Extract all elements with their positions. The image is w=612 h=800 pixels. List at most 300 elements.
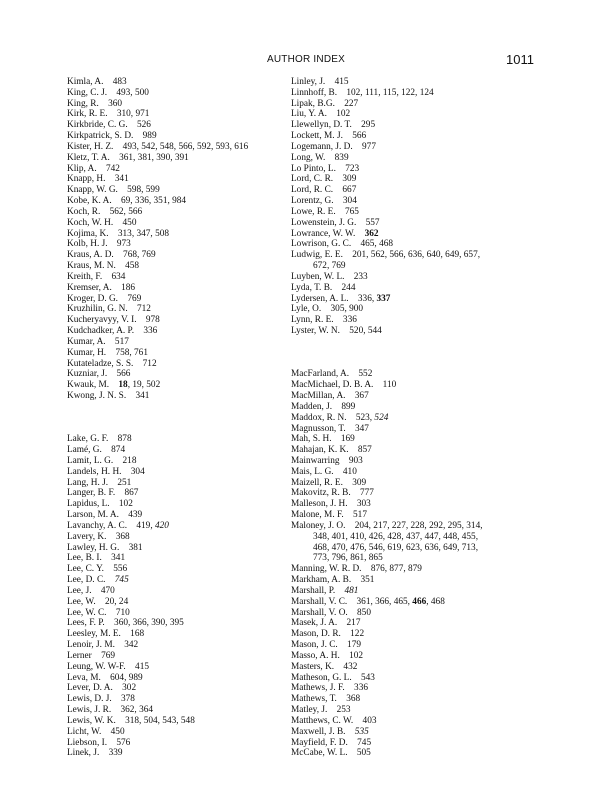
index-entry bbox=[67, 748, 303, 759]
page-ref-italic: 524 bbox=[374, 412, 389, 423]
page-ref: 557 bbox=[365, 217, 380, 228]
index-entry bbox=[67, 348, 303, 359]
page-references bbox=[123, 250, 156, 260]
index-entry bbox=[291, 283, 541, 294]
index-entry bbox=[291, 424, 541, 435]
index-entry bbox=[291, 272, 541, 283]
author-name: Mason, D. R. bbox=[291, 629, 341, 640]
page-ref: 468, 470, 476, 546, 619, 623, 636, 649, 713, bbox=[313, 542, 479, 553]
page-ref: 186 bbox=[121, 282, 136, 293]
section-gap bbox=[67, 402, 303, 413]
index-entry bbox=[291, 207, 541, 218]
index-entry bbox=[67, 359, 303, 370]
index-entry bbox=[67, 434, 303, 445]
author-name: Kwauk, M. bbox=[67, 380, 110, 391]
page-references bbox=[346, 694, 360, 704]
page-ref: 233 bbox=[353, 271, 368, 282]
page-references bbox=[360, 575, 374, 585]
index-entry bbox=[291, 694, 541, 705]
page-ref: 368 bbox=[115, 531, 130, 542]
page-references bbox=[117, 239, 131, 249]
section-gap bbox=[291, 337, 541, 348]
index-entry bbox=[291, 705, 541, 716]
page-ref: 415 bbox=[334, 77, 349, 87]
author-name: Madden, J. bbox=[291, 401, 333, 412]
page-ref: 102, 111, 115, 122, 124 bbox=[346, 87, 434, 98]
author-name: Lamé, G. bbox=[67, 445, 102, 456]
page-ref: 634 bbox=[111, 271, 126, 282]
page-references bbox=[111, 445, 125, 455]
page-references bbox=[135, 391, 149, 401]
index-column-right bbox=[291, 77, 541, 759]
page-ref: 566 bbox=[352, 131, 367, 142]
page-ref: 667 bbox=[342, 185, 357, 196]
page-ref: 69, 336, 351, 984 bbox=[120, 196, 187, 207]
page-ref: 342 bbox=[124, 640, 139, 651]
author-name: Lawley, H. G. bbox=[67, 542, 120, 553]
page-ref: 712 bbox=[142, 358, 157, 369]
page-references bbox=[350, 629, 364, 639]
index-entry bbox=[291, 499, 541, 510]
page-ref: 903 bbox=[348, 455, 363, 466]
index-entry bbox=[291, 662, 541, 673]
page-ref: 576 bbox=[116, 737, 131, 748]
author-name: Lee, J. bbox=[67, 585, 92, 596]
index-entry bbox=[67, 521, 303, 532]
index-entry bbox=[291, 229, 541, 240]
page-ref: 295 bbox=[361, 120, 376, 131]
page-references bbox=[116, 608, 130, 618]
index-entry bbox=[291, 445, 541, 456]
author-name: Lord, C. R. bbox=[291, 174, 334, 185]
page-ref: 450 bbox=[110, 726, 125, 737]
page-ref: 336 bbox=[342, 315, 357, 326]
index-entry bbox=[67, 705, 303, 716]
author-name: Kruzhilin, G. N. bbox=[67, 304, 128, 315]
author-name: Kucheryavyy, V. I. bbox=[67, 315, 137, 326]
page-ref: 305, 900 bbox=[330, 304, 364, 315]
page-references bbox=[335, 77, 349, 87]
author-name: McCabe, W. L. bbox=[291, 748, 348, 759]
index-entry bbox=[67, 564, 303, 575]
page-ref: 360, 366, 390, 395 bbox=[114, 618, 184, 629]
index-entry bbox=[67, 694, 303, 705]
page-references bbox=[111, 553, 125, 563]
author-name: Kudchadker, A. P. bbox=[67, 326, 135, 337]
page-references bbox=[118, 380, 160, 390]
page-ref: 304 bbox=[342, 196, 357, 207]
author-name: Lo Pinto, L. bbox=[291, 163, 336, 174]
page-references bbox=[121, 283, 135, 293]
author-name: Lockett, M. J. bbox=[291, 131, 343, 142]
index-entry bbox=[67, 337, 303, 348]
page-ref: 341 bbox=[135, 391, 150, 402]
page-ref: 309 bbox=[342, 174, 357, 185]
author-name: Landels, H. H. bbox=[67, 466, 122, 477]
index-entry bbox=[291, 77, 541, 88]
page-references bbox=[349, 456, 363, 466]
page-references bbox=[313, 532, 478, 542]
page-references bbox=[352, 478, 366, 488]
page-references bbox=[313, 543, 478, 553]
page-ref: 432 bbox=[343, 661, 358, 672]
page-references bbox=[105, 597, 128, 607]
index-entry bbox=[291, 586, 541, 597]
page-references bbox=[131, 467, 145, 477]
page-ref: 769 bbox=[127, 293, 142, 304]
page-references bbox=[341, 402, 355, 412]
page-references bbox=[106, 164, 120, 174]
index-entry bbox=[67, 250, 303, 261]
page-references bbox=[357, 597, 445, 607]
page-references bbox=[115, 348, 148, 358]
page-ref: 899 bbox=[341, 401, 356, 412]
index-entry bbox=[291, 218, 541, 229]
page-references bbox=[313, 553, 383, 563]
index-entry bbox=[291, 434, 541, 445]
page-ref: 604, 989 bbox=[110, 672, 143, 683]
page-ref: 857 bbox=[357, 445, 372, 456]
page-references bbox=[344, 99, 358, 109]
index-entry bbox=[291, 748, 541, 759]
section-gap bbox=[67, 424, 303, 435]
page-references bbox=[335, 153, 349, 163]
author-name: Marshall, V. C. bbox=[291, 596, 348, 607]
page-ref: 483 bbox=[112, 77, 127, 87]
author-name: Licht, W. bbox=[67, 726, 102, 737]
author-name: Lowenstein, J. G. bbox=[291, 217, 357, 228]
index-entry bbox=[67, 445, 303, 456]
page-references bbox=[124, 640, 138, 650]
page-ref: , 19, 502 bbox=[127, 380, 161, 391]
author-name: Maloney, J. O. bbox=[291, 520, 346, 531]
page-references bbox=[352, 131, 366, 141]
author-name: MacFarland, A. bbox=[291, 369, 350, 380]
page-references bbox=[143, 326, 157, 336]
index-entry bbox=[67, 315, 303, 326]
page-references bbox=[355, 521, 483, 531]
index-entry bbox=[67, 543, 303, 554]
page-ref: 493, 500 bbox=[116, 87, 149, 98]
author-name: Leva, M. bbox=[67, 672, 101, 683]
index-entry bbox=[67, 618, 303, 629]
page-references bbox=[127, 185, 160, 195]
author-name: Lipak, B.G. bbox=[291, 98, 335, 109]
page-ref: 310, 971 bbox=[116, 109, 150, 120]
page-ref: 318, 504, 543, 548 bbox=[125, 715, 195, 726]
index-entry bbox=[291, 597, 541, 608]
author-name: Lowe, R. E. bbox=[291, 206, 336, 217]
page-ref: 168 bbox=[130, 629, 145, 640]
page-ref: 742 bbox=[106, 163, 120, 174]
page-ref: 758, 761 bbox=[115, 347, 148, 358]
page-ref: 493, 542, 548, 566, 592, 593, 616 bbox=[122, 141, 249, 152]
author-name: Lydersen, A. L. bbox=[291, 293, 349, 304]
page-ref: 878 bbox=[117, 434, 132, 445]
author-name: Matley, J. bbox=[291, 705, 328, 716]
index-entry bbox=[67, 629, 303, 640]
page-references bbox=[343, 315, 357, 325]
page-ref: 227 bbox=[344, 98, 359, 109]
page-references bbox=[117, 109, 150, 119]
page-references bbox=[121, 196, 186, 206]
author-name: Mayfield, F. D. bbox=[291, 737, 348, 748]
index-entry bbox=[67, 651, 303, 662]
page-references bbox=[358, 369, 372, 379]
page-references bbox=[354, 272, 368, 282]
page-ref: , 468 bbox=[426, 596, 445, 607]
page-references bbox=[342, 185, 356, 195]
page-references bbox=[366, 218, 380, 228]
index-entry bbox=[67, 174, 303, 185]
page-ref: 867 bbox=[124, 488, 139, 499]
page-references bbox=[360, 488, 374, 498]
author-name: Lavanchy, A. C. bbox=[67, 520, 128, 531]
page-references bbox=[127, 294, 141, 304]
page-ref: 526 bbox=[136, 120, 151, 131]
page-references bbox=[121, 694, 135, 704]
page-ref: 304 bbox=[130, 466, 145, 477]
index-entry bbox=[67, 380, 303, 391]
index-entry bbox=[67, 467, 303, 478]
page-references bbox=[117, 478, 131, 488]
index-entry bbox=[291, 413, 541, 424]
author-name: Mathews, T. bbox=[291, 694, 337, 705]
author-name: Magnusson, T. bbox=[291, 423, 346, 434]
page-ref: 336 bbox=[143, 326, 158, 337]
page-ref: 470 bbox=[100, 585, 115, 596]
index-entry bbox=[67, 109, 303, 120]
page-references bbox=[342, 283, 356, 293]
index-entry bbox=[67, 164, 303, 175]
page-ref: 723 bbox=[345, 163, 360, 174]
author-name: Koch, R. bbox=[67, 206, 101, 217]
author-name: Malleson, J. H. bbox=[291, 499, 348, 510]
index-entry bbox=[67, 456, 303, 467]
index-entry bbox=[291, 315, 541, 326]
author-name: Liu, Y. A. bbox=[291, 109, 327, 120]
page-ref: 517 bbox=[114, 336, 129, 347]
author-name: Leesley, M. E. bbox=[67, 629, 121, 640]
author-name: MacMichael, D. B. A. bbox=[291, 380, 374, 391]
page-references bbox=[116, 738, 130, 748]
index-entry bbox=[67, 738, 303, 749]
page-ref-italic: 535 bbox=[354, 726, 369, 737]
page-references bbox=[116, 88, 149, 98]
index-entry bbox=[67, 229, 303, 240]
author-name: Masek, J. A. bbox=[291, 618, 338, 629]
index-entry bbox=[291, 575, 541, 586]
author-name: Lorentz, G. bbox=[291, 196, 334, 207]
page-ref: 361, 381, 390, 391 bbox=[119, 152, 189, 163]
page-ref: 973 bbox=[116, 239, 131, 250]
author-name: Kister, H. Z. bbox=[67, 141, 114, 152]
section-gap bbox=[291, 359, 541, 370]
author-name: Kwong, J. N. S. bbox=[67, 391, 127, 402]
page-ref: 523, bbox=[355, 412, 375, 423]
page-references bbox=[358, 445, 372, 455]
page-ref: 517 bbox=[353, 510, 367, 521]
index-entry bbox=[67, 499, 303, 510]
page-references bbox=[108, 99, 122, 109]
page-references bbox=[115, 174, 129, 184]
index-entry bbox=[67, 99, 303, 110]
index-entry bbox=[291, 716, 541, 727]
page-ref: 218 bbox=[122, 455, 137, 466]
page-ref: 777 bbox=[359, 488, 374, 499]
author-name: Mahajan, K. K. bbox=[291, 445, 349, 456]
author-name: Lyle, O. bbox=[291, 304, 322, 315]
author-name: Kobe, K. A. bbox=[67, 196, 112, 207]
page-references bbox=[341, 434, 355, 444]
page-ref: 566 bbox=[116, 369, 131, 380]
author-name: Lever, D. A. bbox=[67, 683, 113, 694]
author-name: Lewis, D. J. bbox=[67, 694, 112, 705]
page-ref-bold: 18 bbox=[118, 380, 128, 391]
index-entry bbox=[67, 283, 303, 294]
page-header bbox=[0, 54, 612, 70]
page-references bbox=[355, 424, 369, 434]
index-entry bbox=[291, 120, 541, 131]
page-ref: 122 bbox=[350, 629, 365, 640]
page-ref: 773, 796, 861, 865 bbox=[313, 553, 383, 564]
page-references bbox=[115, 575, 129, 585]
page-ref: 204, 217, 227, 228, 292, 295, 314, bbox=[354, 520, 483, 531]
page-ref-bold: 337 bbox=[376, 293, 391, 304]
author-name: Maxwell, J. B. bbox=[291, 726, 346, 737]
index-entry bbox=[291, 402, 541, 413]
page-references bbox=[109, 748, 123, 758]
author-name: Maizell, R. E. bbox=[291, 477, 343, 488]
page-references bbox=[113, 77, 127, 87]
page-references bbox=[123, 142, 249, 152]
page-ref: 102 bbox=[336, 109, 351, 120]
page-ref: 102 bbox=[118, 499, 133, 510]
page-ref: 251 bbox=[117, 477, 132, 488]
author-name: Linley, J. bbox=[291, 77, 326, 87]
author-name: Mainwarring bbox=[291, 455, 340, 466]
index-entry bbox=[67, 478, 303, 489]
page-references bbox=[357, 499, 371, 509]
page-references bbox=[344, 586, 358, 596]
author-name: Kroger, D. G. bbox=[67, 293, 119, 304]
page-references bbox=[116, 532, 130, 542]
index-entry bbox=[67, 294, 303, 305]
index-entry bbox=[291, 738, 541, 749]
index-entry bbox=[67, 662, 303, 673]
index-entry bbox=[67, 239, 303, 250]
page-ref: 381 bbox=[128, 542, 143, 553]
author-name: Larson, M. A. bbox=[67, 510, 119, 521]
page-references bbox=[363, 716, 377, 726]
index-entry bbox=[67, 185, 303, 196]
page-ref: 410 bbox=[342, 466, 357, 477]
page-references bbox=[352, 250, 480, 260]
index-entry bbox=[291, 153, 541, 164]
page-ref: 876, 877, 879 bbox=[370, 564, 422, 575]
author-name: Liebson, I. bbox=[67, 737, 108, 748]
page-references bbox=[356, 413, 389, 423]
page-references bbox=[336, 109, 350, 119]
index-entry bbox=[67, 369, 303, 380]
page-ref: 710 bbox=[115, 607, 130, 618]
page-ref: 850 bbox=[357, 607, 371, 618]
author-name: Lee, C. Y. bbox=[67, 564, 104, 575]
index-entry bbox=[67, 261, 303, 272]
author-name: Kletz, T. A. bbox=[67, 152, 110, 163]
page-references bbox=[353, 510, 367, 520]
index-entry bbox=[67, 532, 303, 543]
author-name: Maddox, R. N. bbox=[291, 412, 347, 423]
page-references bbox=[143, 131, 157, 141]
author-name: Kumar, H. bbox=[67, 347, 107, 358]
page-references bbox=[313, 261, 346, 271]
author-name: Masso, A. H. bbox=[291, 650, 340, 661]
author-name: Lee, D. C. bbox=[67, 575, 106, 586]
author-name: Makovitz, R. B. bbox=[291, 488, 351, 499]
author-name: Lynn, R. E. bbox=[291, 315, 334, 326]
index-entry bbox=[291, 380, 541, 391]
author-name: Lyda, T. B. bbox=[291, 282, 333, 293]
page-ref: 341 bbox=[111, 553, 126, 564]
index-column-left bbox=[67, 77, 303, 759]
page-ref: 20, 24 bbox=[104, 596, 129, 607]
author-name: Marshall, V. O. bbox=[291, 607, 348, 618]
index-entry bbox=[291, 391, 541, 402]
page-ref: 552 bbox=[358, 369, 373, 380]
page-ref: 367 bbox=[354, 391, 369, 402]
index-entry bbox=[291, 488, 541, 499]
page-references bbox=[347, 618, 361, 628]
author-name: Lapidus, L. bbox=[67, 499, 110, 510]
index-entry bbox=[67, 553, 303, 564]
page-ref: 244 bbox=[341, 282, 356, 293]
index-entry bbox=[291, 109, 541, 120]
page-references bbox=[128, 510, 142, 520]
page-references bbox=[354, 683, 368, 693]
index-entry bbox=[67, 120, 303, 131]
page-references bbox=[137, 120, 151, 130]
index-entry bbox=[67, 608, 303, 619]
page-references bbox=[135, 662, 149, 672]
page-ref: 978 bbox=[145, 315, 160, 326]
page-ref: 368 bbox=[346, 694, 361, 705]
author-name: Masters, K. bbox=[291, 661, 335, 672]
page-references bbox=[113, 564, 127, 574]
page-ref: 839 bbox=[334, 152, 349, 163]
index-entry bbox=[291, 608, 541, 619]
author-name: Lee, W. bbox=[67, 596, 96, 607]
page-ref: 439 bbox=[128, 510, 143, 521]
index-entry bbox=[291, 131, 541, 142]
page-ref: 336, bbox=[357, 293, 377, 304]
running-head-title: AUTHOR INDEX bbox=[267, 54, 345, 65]
page-ref: 378 bbox=[120, 694, 135, 705]
page-ref: 303 bbox=[356, 499, 371, 510]
author-name: Lowrance, W. W. bbox=[291, 228, 356, 239]
author-name: Kojima, K. bbox=[67, 228, 109, 239]
index-entry bbox=[291, 564, 541, 575]
index-entry bbox=[291, 651, 541, 662]
author-name: Lang, H. J. bbox=[67, 477, 109, 488]
index-entry bbox=[67, 304, 303, 315]
index-entry bbox=[291, 510, 541, 521]
page-references bbox=[345, 207, 359, 217]
page-ref: 169 bbox=[340, 434, 355, 445]
page-references bbox=[101, 651, 115, 661]
page-references bbox=[143, 359, 157, 369]
page-references bbox=[346, 88, 433, 98]
